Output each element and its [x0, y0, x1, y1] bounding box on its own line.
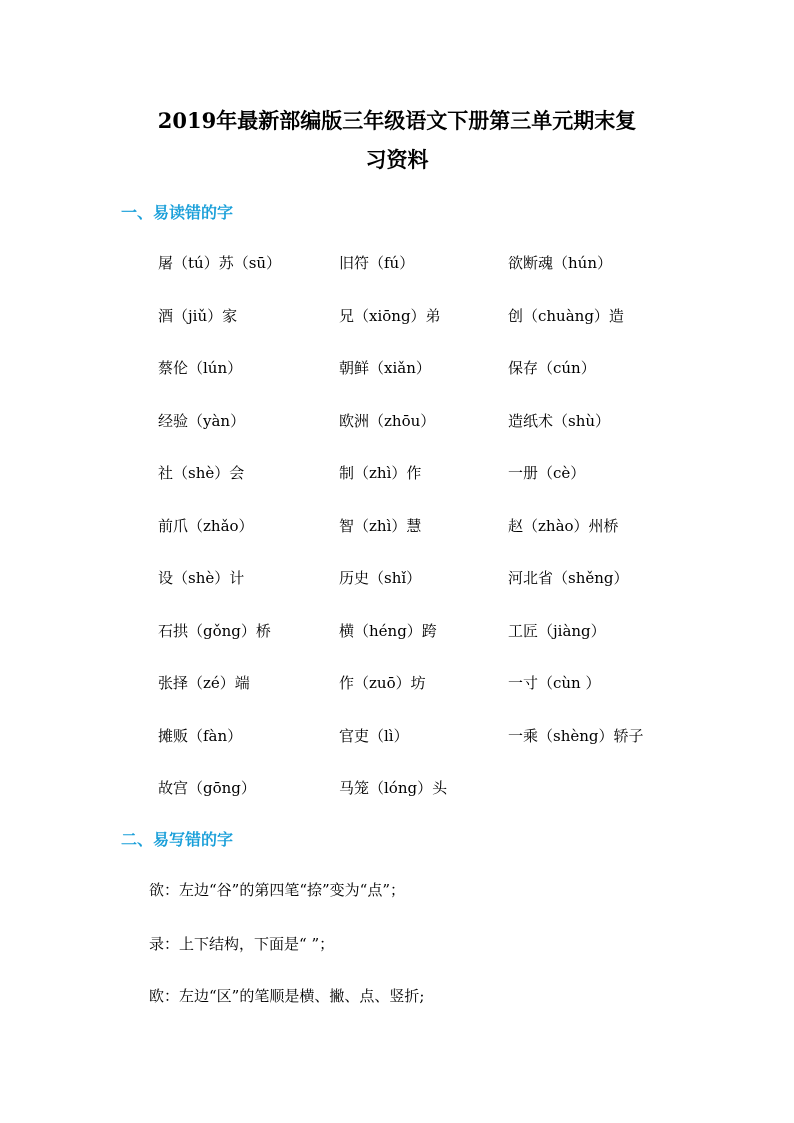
word-item: 保存（cún）	[508, 359, 596, 377]
word-item: 社（shè）会	[158, 464, 245, 482]
section-heading-miswritten-characters: 二、易写错的字	[121, 830, 234, 849]
word-item: 朝鲜（xiǎn）	[339, 359, 431, 377]
writing-note: 欲：左边“谷”的第四笔“捺”变为“点”；	[149, 881, 406, 899]
word-item: 工匠（jiàng）	[508, 621, 606, 640]
writing-note: 录：上下结构，下面是“ ”；	[149, 935, 335, 953]
word-item: 智（zhì）慧	[339, 516, 422, 535]
word-item: 历史（shǐ）	[339, 569, 422, 587]
word-item: 赵（zhào）州桥	[508, 516, 619, 535]
word-item: 设（shè）计	[158, 569, 245, 587]
word-item: 官吏（lì）	[339, 726, 409, 745]
word-item: 欲断魂（hún）	[508, 254, 612, 272]
section-heading-misread-characters: 一、易读错的字	[121, 203, 234, 222]
word-item: 酒（jiǔ）家	[158, 306, 238, 325]
word-item: 欧洲（zhōu）	[339, 411, 436, 430]
word-item: 一册（cè）	[508, 464, 586, 482]
word-item: 横（héng）跨	[339, 621, 437, 640]
word-item: 前爪（zhǎo）	[158, 516, 254, 535]
word-item: 旧符（fú）	[339, 254, 415, 272]
word-item: 摊贩（fàn）	[158, 726, 243, 745]
document-title-line-1: 2019年最新部编版三年级语文下册第三单元期末复	[157, 108, 637, 133]
word-item: 故宫（gōng）	[158, 779, 256, 797]
word-item: 一乘（shèng）轿子	[508, 726, 644, 745]
word-item: 制（zhì）作	[339, 464, 422, 482]
word-item: 造纸术（shù）	[508, 411, 611, 430]
word-item: 屠（tú）苏（sū）	[158, 254, 282, 272]
word-item: 创（chuàng）造	[508, 306, 624, 325]
word-item: 蔡伦（lún）	[158, 359, 243, 377]
word-item: 兄（xiōng）弟	[339, 306, 441, 325]
misread-characters-grid	[158, 256, 718, 834]
word-item: 马笼（lóng）头	[339, 779, 448, 797]
word-item: 一寸（cùn ）	[508, 674, 601, 692]
word-item: 经验（yàn）	[158, 411, 246, 430]
word-item: 河北省（shěng）	[508, 569, 629, 587]
word-item: 作（zuō）坊	[339, 674, 426, 692]
word-item: 石拱（gǒng）桥	[158, 621, 271, 640]
document-title-line-2: 习资料	[365, 147, 429, 172]
writing-note: 欧：左边“区”的笔顺是横、撇、点、竖折;	[149, 987, 425, 1005]
word-item: 张择（zé）端	[158, 674, 250, 692]
